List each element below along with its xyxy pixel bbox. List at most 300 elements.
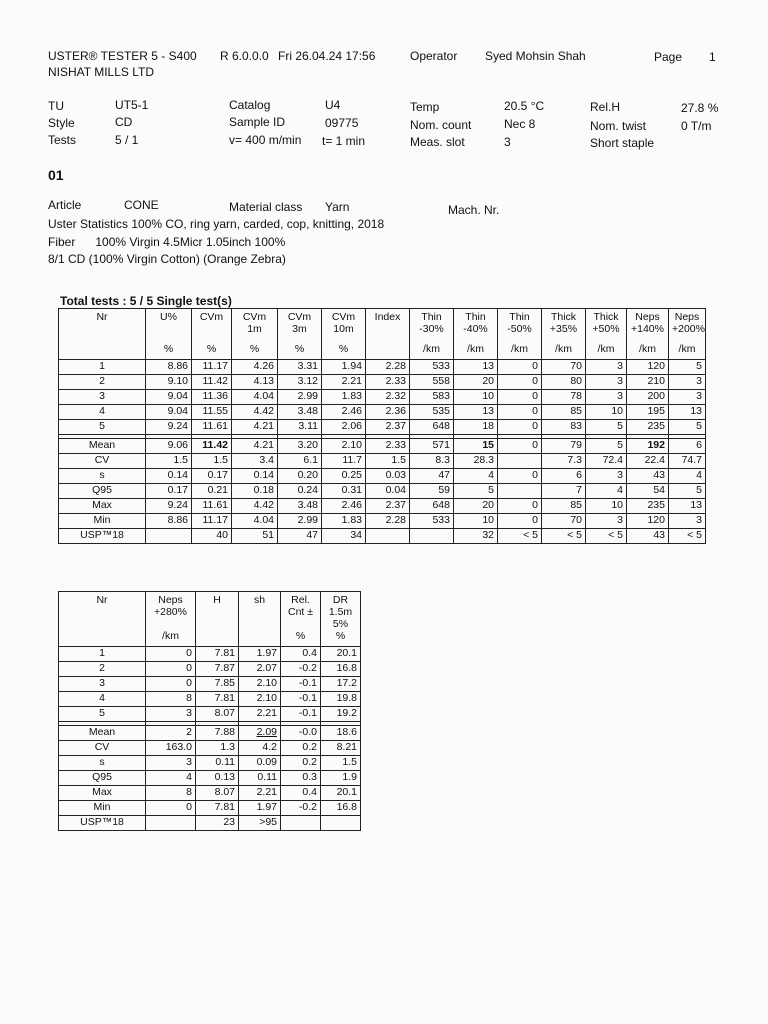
column-unit: %	[146, 343, 192, 360]
table-cell: < 5	[669, 529, 706, 544]
table-cell: 235	[627, 420, 669, 435]
nom-twist-value: 0 T/m	[681, 119, 712, 133]
column-header: Nr	[59, 592, 146, 631]
table-cell: 9.24	[146, 499, 192, 514]
table-cell: 0.4	[281, 786, 321, 801]
table-cell: 4.21	[232, 439, 278, 454]
table-cell: 17.2	[321, 677, 361, 692]
table-cell: 2.06	[322, 420, 366, 435]
row-label: s	[59, 469, 146, 484]
column-header: CVm 3m	[278, 309, 322, 344]
table-cell: 2.37	[366, 499, 410, 514]
table-cell: 85	[542, 499, 586, 514]
meas-slot-label: Meas. slot	[410, 135, 465, 149]
table-cell: 7.81	[196, 647, 239, 662]
table-cell: 13	[669, 499, 706, 514]
nom-twist-label: Nom. twist	[590, 119, 647, 133]
table-cell	[321, 816, 361, 831]
catalog-label: Catalog	[229, 98, 271, 112]
company-name: NISHAT MILLS LTD	[48, 65, 155, 79]
table-cell: 0.2	[281, 756, 321, 771]
column-unit: %	[278, 343, 322, 360]
table-cell: 8.3	[410, 454, 454, 469]
table-cell: 535	[410, 405, 454, 420]
table-cell: 10	[586, 499, 627, 514]
table-cell: 2.99	[278, 514, 322, 529]
instrument-name: USTER® TESTER 5 - S400	[48, 49, 197, 63]
table-cell: 0.2	[281, 741, 321, 756]
table-cell: 0	[146, 677, 196, 692]
table-cell: 2.21	[322, 375, 366, 390]
test-row	[59, 390, 706, 405]
test-row	[59, 677, 361, 692]
table-cell: 9.06	[146, 439, 192, 454]
table-cell: 43	[627, 469, 669, 484]
table-cell: 20	[454, 499, 498, 514]
table-cell: 6.1	[278, 454, 322, 469]
table-cell: 43	[627, 529, 669, 544]
table-cell: 9.24	[146, 420, 192, 435]
table-cell: 8.07	[196, 786, 239, 801]
column-header: Neps +280%	[146, 592, 196, 631]
table-cell: 0	[498, 439, 542, 454]
test-row	[59, 707, 361, 722]
table-cell: 20.1	[321, 647, 361, 662]
fiber-description: Fiber 100% Virgin 4.5Micr 1.05inch 100%	[48, 235, 286, 249]
table-cell: 1.3	[196, 741, 239, 756]
table-cell: 15	[454, 439, 498, 454]
tu-value: UT5-1	[115, 98, 149, 112]
table-cell: 0.25	[322, 469, 366, 484]
temp-value: 20.5 °C	[504, 99, 545, 113]
table-cell: 8.86	[146, 360, 192, 375]
column-unit: /km	[146, 630, 196, 647]
table-cell: 2.33	[366, 375, 410, 390]
column-unit	[59, 343, 146, 360]
table-cell: 7.85	[196, 677, 239, 692]
column-header: Thin -30%	[410, 309, 454, 344]
stat-row	[59, 801, 361, 816]
table-cell: 235	[627, 499, 669, 514]
table-cell: 1.83	[322, 514, 366, 529]
table-cell: 3	[586, 514, 627, 529]
table-cell: 78	[542, 390, 586, 405]
table-cell: 8	[146, 692, 196, 707]
row-label: s	[59, 756, 146, 771]
table-cell: 1.97	[239, 647, 281, 662]
table-cell: 2.36	[366, 405, 410, 420]
table-cell: 571	[410, 439, 454, 454]
table-cell: 200	[627, 390, 669, 405]
stat-row	[59, 726, 361, 741]
table-cell: 533	[410, 514, 454, 529]
test-row	[59, 360, 706, 375]
table-cell: 3	[669, 514, 706, 529]
header-row	[59, 592, 361, 631]
table-cell	[366, 529, 410, 544]
table-cell: 5	[669, 360, 706, 375]
tests-value: 5 / 1	[115, 133, 139, 147]
row-label: CV	[59, 741, 146, 756]
table-cell: 1.9	[321, 771, 361, 786]
table-cell: 2.07	[239, 662, 281, 677]
table-cell: 20.1	[321, 786, 361, 801]
column-unit: %	[232, 343, 278, 360]
table-cell: 3	[146, 756, 196, 771]
column-unit: /km	[627, 343, 669, 360]
table-cell: 2.32	[366, 390, 410, 405]
table-cell: 70	[542, 360, 586, 375]
software-version: R 6.0.0.0	[220, 49, 269, 63]
table-cell: 583	[410, 390, 454, 405]
column-unit: /km	[498, 343, 542, 360]
table-cell: 2.46	[322, 405, 366, 420]
style-value: CD	[115, 115, 133, 129]
stat-row	[59, 439, 706, 454]
stat-row	[59, 786, 361, 801]
sample-id-label: Sample ID	[229, 115, 286, 129]
rel-humidity-label: Rel.H	[590, 100, 621, 114]
table-cell: 2.33	[366, 439, 410, 454]
article-value: CONE	[124, 198, 159, 212]
table-cell: 1.5	[146, 454, 192, 469]
table-cell: 11.17	[192, 514, 232, 529]
row-label: Mean	[59, 726, 146, 741]
table-cell: 9.04	[146, 390, 192, 405]
column-unit: /km	[542, 343, 586, 360]
table-cell: 558	[410, 375, 454, 390]
row-label: Q95	[59, 771, 146, 786]
table-cell: < 5	[586, 529, 627, 544]
table-cell: 18.6	[321, 726, 361, 741]
table-cell: 2	[146, 726, 196, 741]
stat-row	[59, 756, 361, 771]
table-cell: 7	[542, 484, 586, 499]
table-cell: 0	[498, 390, 542, 405]
article-label: Article	[48, 198, 82, 212]
table-cell: 3	[586, 469, 627, 484]
column-unit	[59, 630, 146, 647]
table-cell: 3.48	[278, 405, 322, 420]
table-cell: 8.86	[146, 514, 192, 529]
table-cell: 1.97	[239, 801, 281, 816]
column-unit	[239, 630, 281, 647]
table-cell: 3.20	[278, 439, 322, 454]
table-cell: 8	[146, 786, 196, 801]
table-cell: 18	[454, 420, 498, 435]
table-cell: 16.8	[321, 662, 361, 677]
row-label: Max	[59, 786, 146, 801]
row-label: Min	[59, 514, 146, 529]
table-cell: 11.61	[192, 420, 232, 435]
table-cell: 83	[542, 420, 586, 435]
table-cell: 4	[669, 469, 706, 484]
table-cell: 210	[627, 375, 669, 390]
operator-label: Operator	[410, 49, 458, 63]
stat-row	[59, 469, 706, 484]
row-label: 5	[59, 420, 146, 435]
stat-row	[59, 529, 706, 544]
table-cell: 192	[627, 439, 669, 454]
table-cell: 32	[454, 529, 498, 544]
table-cell: 80	[542, 375, 586, 390]
table-cell	[281, 816, 321, 831]
column-header: Thin -50%	[498, 309, 542, 344]
nom-count-label: Nom. count	[410, 118, 472, 132]
table-cell: 648	[410, 420, 454, 435]
table-cell: 0.4	[281, 647, 321, 662]
column-unit: %	[192, 343, 232, 360]
table-cell: 7.88	[196, 726, 239, 741]
table-cell: 9.04	[146, 405, 192, 420]
table-cell: 0	[146, 801, 196, 816]
table-cell: 1.94	[322, 360, 366, 375]
table-cell: 2.46	[322, 499, 366, 514]
column-unit: /km	[410, 343, 454, 360]
table-cell: 2.37	[366, 420, 410, 435]
row-label: CV	[59, 454, 146, 469]
table-cell	[146, 529, 192, 544]
table-cell: 4.13	[232, 375, 278, 390]
table1-caption: Total tests : 5 / 5 Single test(s)	[60, 294, 232, 308]
table-cell: 70	[542, 514, 586, 529]
header-row	[59, 309, 706, 344]
table-cell: 2.09	[239, 726, 281, 741]
table-cell: 3	[669, 375, 706, 390]
table-cell: 13	[669, 405, 706, 420]
tu-label: TU	[48, 99, 64, 113]
table-cell: 16.8	[321, 801, 361, 816]
table-cell: 85	[542, 405, 586, 420]
rel-humidity-value: 27.8 %	[681, 101, 719, 115]
column-header: CVm 1m	[232, 309, 278, 344]
table-cell: 7.3	[542, 454, 586, 469]
table-cell: 0.11	[196, 756, 239, 771]
table-cell: 120	[627, 360, 669, 375]
style-label: Style	[48, 116, 75, 130]
row-label: 2	[59, 375, 146, 390]
units-row	[59, 630, 361, 647]
table-cell: 40	[192, 529, 232, 544]
table-cell: 34	[322, 529, 366, 544]
table-cell: 19.2	[321, 707, 361, 722]
table-cell: < 5	[498, 529, 542, 544]
table-cell: 59	[410, 484, 454, 499]
table-cell: 3	[586, 390, 627, 405]
table-cell: 7.87	[196, 662, 239, 677]
test-row	[59, 420, 706, 435]
column-header: Neps +140%	[627, 309, 669, 344]
column-unit: /km	[586, 343, 627, 360]
table-cell: 11.42	[192, 439, 232, 454]
table-cell	[410, 529, 454, 544]
table-cell: 0.21	[192, 484, 232, 499]
table-cell: 3.48	[278, 499, 322, 514]
table-cell: 0	[146, 647, 196, 662]
table-cell: 0.14	[232, 469, 278, 484]
stat-row	[59, 514, 706, 529]
row-label: 4	[59, 692, 146, 707]
row-label: 2	[59, 662, 146, 677]
table-cell: 7.81	[196, 801, 239, 816]
table-cell: 120	[627, 514, 669, 529]
table-cell: 2.10	[322, 439, 366, 454]
table-cell: 10	[586, 405, 627, 420]
table-cell: 51	[232, 529, 278, 544]
column-header: DR 1.5m 5%	[321, 592, 361, 631]
test-row	[59, 375, 706, 390]
column-header: Thick +35%	[542, 309, 586, 344]
table-cell: 2.10	[239, 692, 281, 707]
table-cell: 3.31	[278, 360, 322, 375]
table-cell: 2.21	[239, 786, 281, 801]
table-cell: 79	[542, 439, 586, 454]
row-label: 3	[59, 677, 146, 692]
nom-count-value: Nec 8	[504, 117, 536, 131]
table-cell: 5	[669, 484, 706, 499]
table-cell: 9.10	[146, 375, 192, 390]
table-cell: -0.2	[281, 801, 321, 816]
table-cell: 5	[669, 420, 706, 435]
table-cell: 2.28	[366, 360, 410, 375]
table-cell: 10	[454, 514, 498, 529]
table-cell: 0.24	[278, 484, 322, 499]
column-unit: /km	[454, 343, 498, 360]
table-cell: 5	[454, 484, 498, 499]
table-cell: 11.61	[192, 499, 232, 514]
table-cell: 11.17	[192, 360, 232, 375]
table-cell: 8.07	[196, 707, 239, 722]
catalog-value: U4	[325, 98, 341, 112]
table-cell: 0.31	[322, 484, 366, 499]
table-cell: 0.03	[366, 469, 410, 484]
table-cell: 0.3	[281, 771, 321, 786]
material-class-label: Material class	[229, 200, 303, 214]
column-unit	[196, 630, 239, 647]
table-cell: 0	[146, 662, 196, 677]
page-label: Page	[654, 50, 683, 64]
column-header: CVm 10m	[322, 309, 366, 344]
test-row	[59, 692, 361, 707]
table-cell: 0.11	[239, 771, 281, 786]
column-header: Rel. Cnt ±	[281, 592, 321, 631]
short-staple-label: Short staple	[590, 136, 655, 150]
table-cell: 2.10	[239, 677, 281, 692]
table-cell	[498, 454, 542, 469]
table-cell: 0.04	[366, 484, 410, 499]
speed-value: v= 400 m/min	[229, 133, 302, 147]
table-cell: 2.28	[366, 514, 410, 529]
table-cell: 22.4	[627, 454, 669, 469]
operator-name: Syed Mohsin Shah	[485, 49, 586, 63]
table-cell: 0.18	[232, 484, 278, 499]
table-cell: 0	[498, 499, 542, 514]
meas-slot-value: 3	[504, 135, 511, 149]
table-cell: 2.21	[239, 707, 281, 722]
single-test-table-2	[58, 591, 361, 831]
table-cell: 0.20	[278, 469, 322, 484]
table-cell: 4.21	[232, 420, 278, 435]
report-datetime: Fri 26.04.24 17:56	[278, 49, 376, 63]
table-cell: 47	[410, 469, 454, 484]
column-unit: /km	[669, 343, 706, 360]
sample-id-value: 09775	[325, 116, 359, 130]
table-cell: -0.1	[281, 677, 321, 692]
table-cell: < 5	[542, 529, 586, 544]
column-header: CVm	[192, 309, 232, 344]
stat-row	[59, 484, 706, 499]
table-cell: 11.55	[192, 405, 232, 420]
table-cell: 533	[410, 360, 454, 375]
table-cell: 3	[586, 375, 627, 390]
row-label: Mean	[59, 439, 146, 454]
tests-label: Tests	[48, 133, 77, 147]
table-cell: 1.5	[192, 454, 232, 469]
row-label: Q95	[59, 484, 146, 499]
table-cell: 6	[542, 469, 586, 484]
table-cell: 2.99	[278, 390, 322, 405]
column-unit: %	[322, 343, 366, 360]
row-label: USP™18	[59, 529, 146, 544]
stat-row	[59, 454, 706, 469]
stat-row	[59, 741, 361, 756]
table-cell: 6	[669, 439, 706, 454]
table-cell: 8.21	[321, 741, 361, 756]
table-cell: 3.4	[232, 454, 278, 469]
table-cell: 4.04	[232, 514, 278, 529]
single-test-table-1	[58, 308, 706, 544]
table-cell: 1.5	[366, 454, 410, 469]
table-cell: 3	[586, 360, 627, 375]
table-cell: 10	[454, 390, 498, 405]
column-header: H	[196, 592, 239, 631]
temp-label: Temp	[410, 100, 440, 114]
table-cell: 0.14	[146, 469, 192, 484]
table-cell: 0	[498, 405, 542, 420]
section-number: 01	[48, 167, 64, 183]
table-cell: 1.83	[322, 390, 366, 405]
table-cell: 195	[627, 405, 669, 420]
table-cell: 20	[454, 375, 498, 390]
column-header: Thick +50%	[586, 309, 627, 344]
table-cell: 0.13	[196, 771, 239, 786]
test-row	[59, 647, 361, 662]
stat-row	[59, 816, 361, 831]
table-cell: 4	[454, 469, 498, 484]
material-class-value: Yarn	[325, 200, 350, 214]
table-cell: 5	[586, 420, 627, 435]
table-cell: -0.2	[281, 662, 321, 677]
uster-statistics: Uster Statistics 100% CO, ring yarn, carded, cop, knitting, 2018	[48, 217, 385, 231]
table-cell: 7.81	[196, 692, 239, 707]
table-cell: 4.26	[232, 360, 278, 375]
table-cell: 0	[498, 420, 542, 435]
table-cell: 13	[454, 360, 498, 375]
table-cell: 3	[669, 390, 706, 405]
table-cell: 0	[498, 514, 542, 529]
stat-row	[59, 771, 361, 786]
row-label: 3	[59, 390, 146, 405]
table-cell: >95	[239, 816, 281, 831]
table-cell	[146, 816, 196, 831]
table-cell: 11.7	[322, 454, 366, 469]
row-label: USP™18	[59, 816, 146, 831]
table-cell: 11.36	[192, 390, 232, 405]
column-header: Nr	[59, 309, 146, 344]
table-cell	[498, 484, 542, 499]
column-header: Thin -40%	[454, 309, 498, 344]
table-cell: 3	[146, 707, 196, 722]
